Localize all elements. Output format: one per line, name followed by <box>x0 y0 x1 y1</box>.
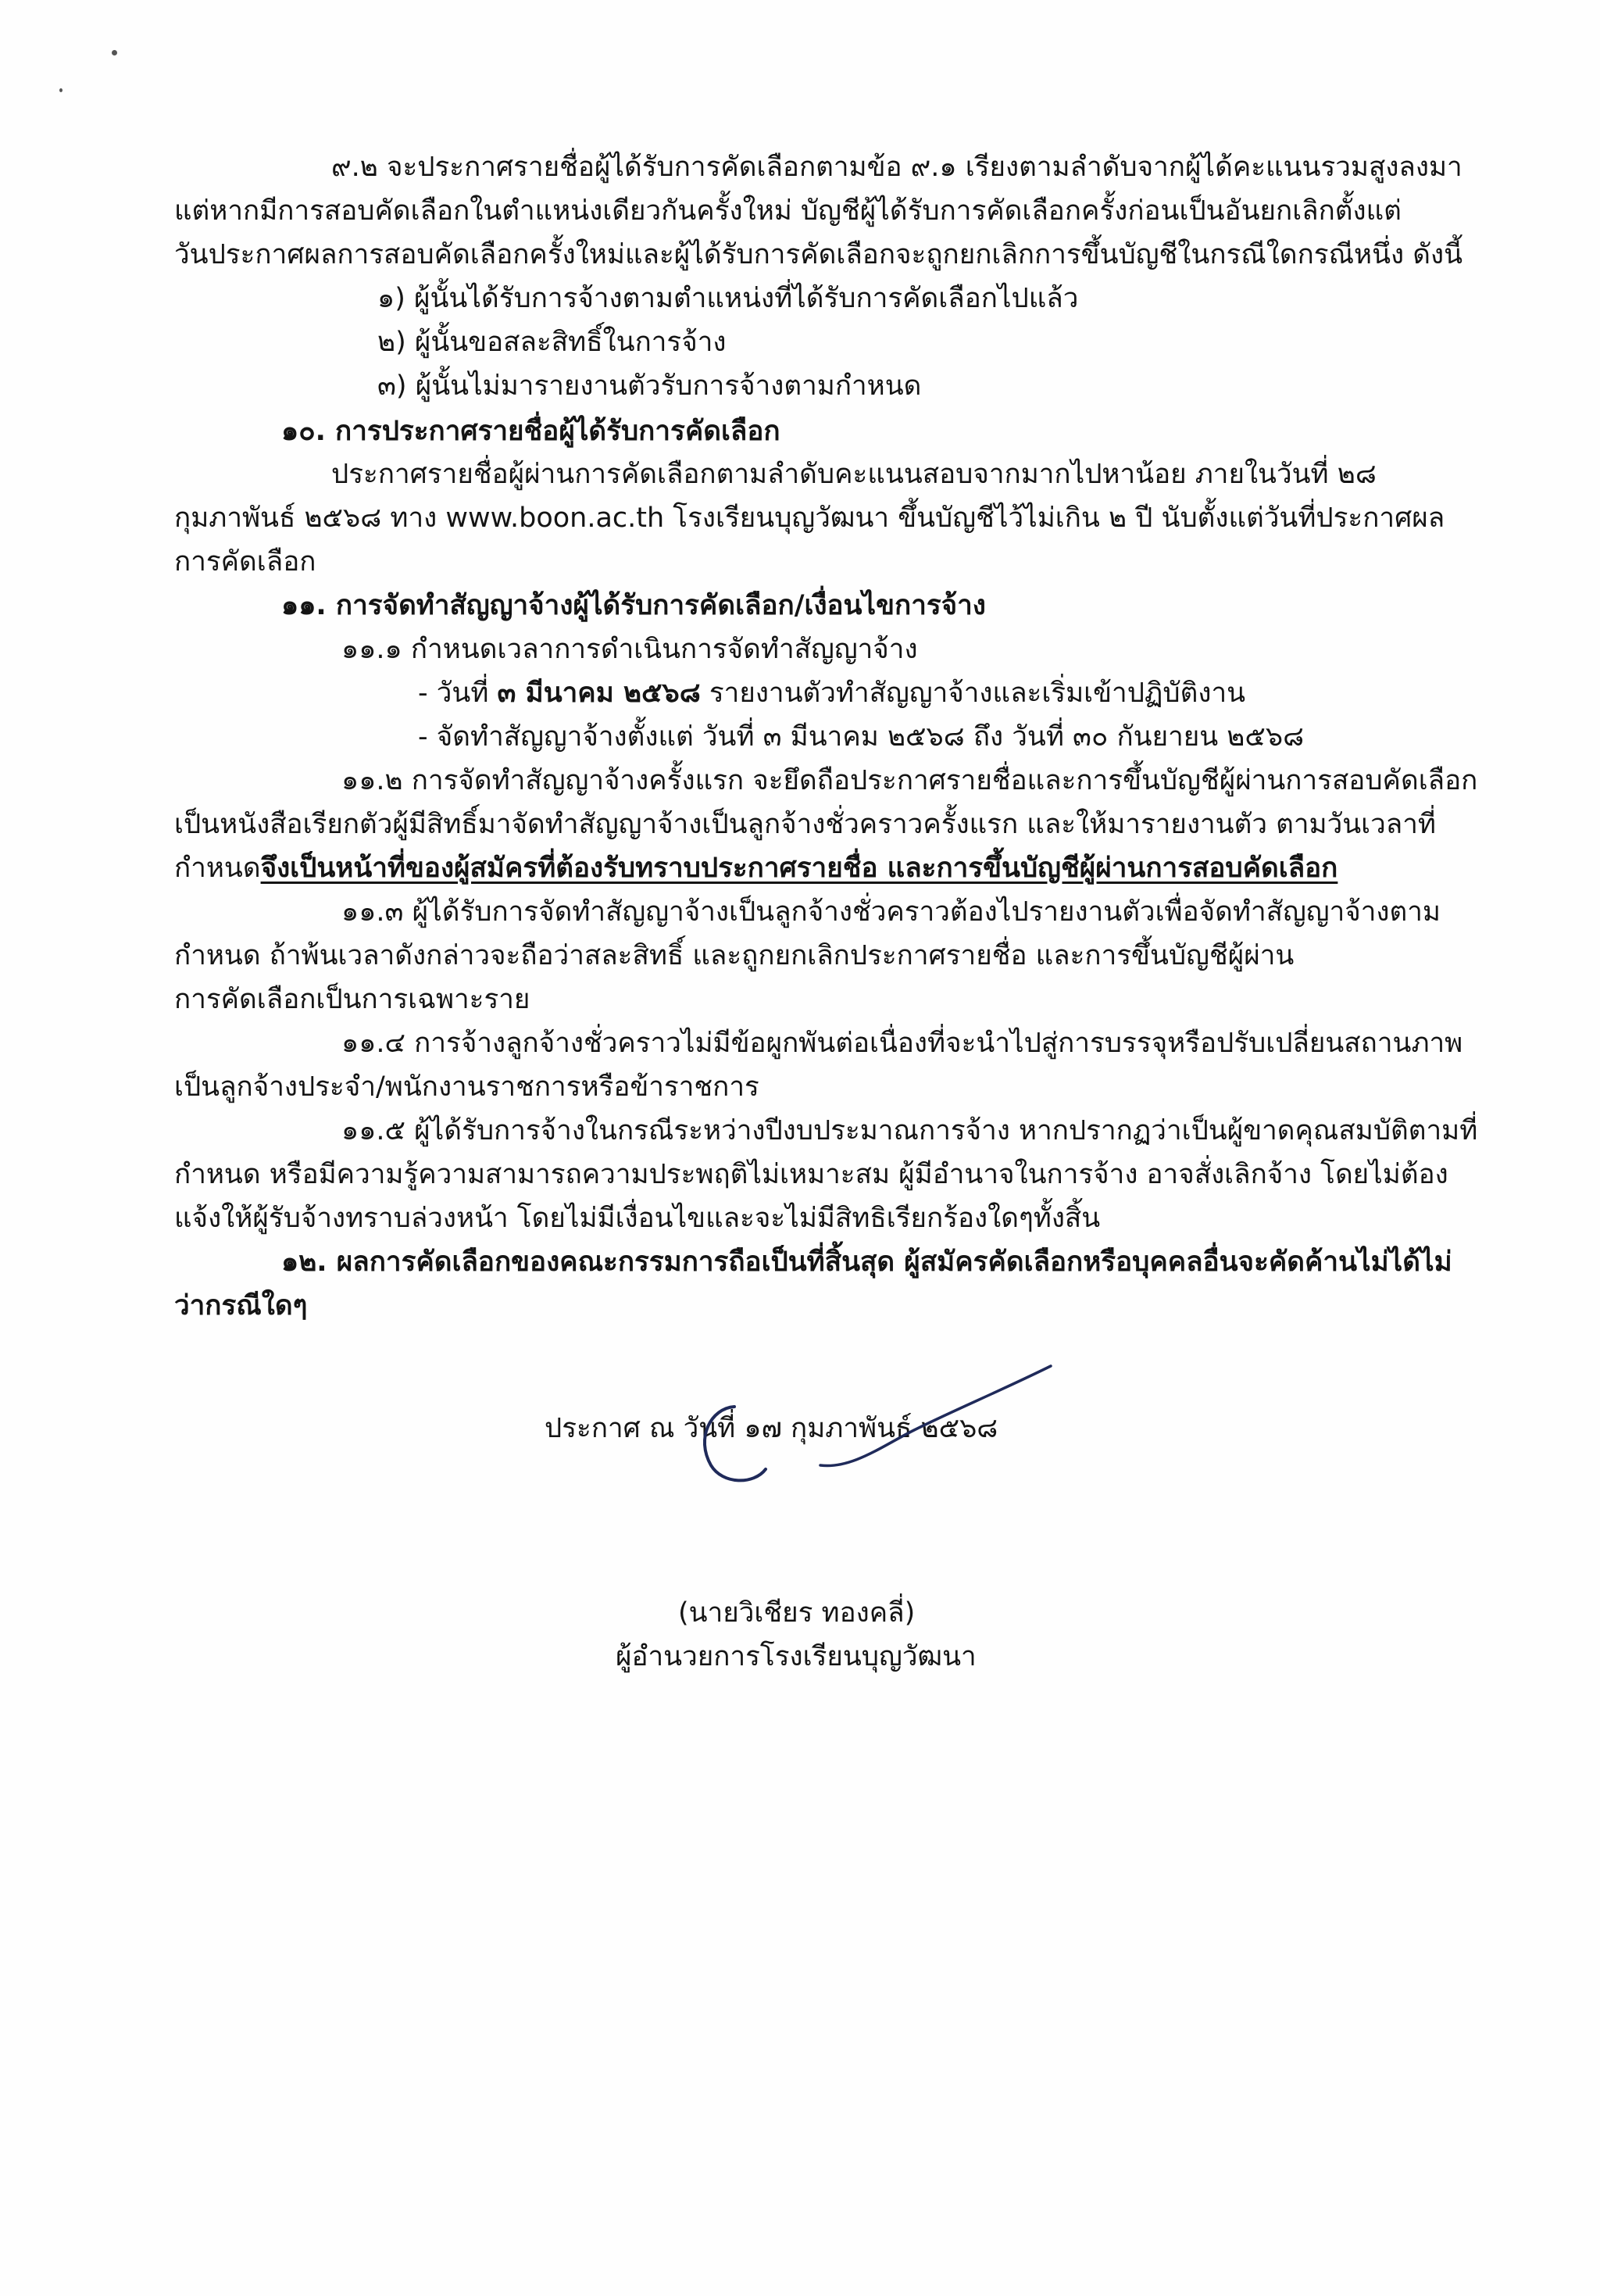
signer-name: (นายวิเชียร ทองคลี่) <box>678 1597 916 1629</box>
bullet-1-date: ๓ มีนาคม ๒๕๖๘ <box>497 678 701 709</box>
section-10-heading: ๑๐. การประกาศรายชื่อผู้ได้รับการคัดเลือก <box>281 416 780 447</box>
clause-9-2-item-2: ๒) ผู้นั้นขอสละสิทธิ์ในการจ้าง <box>377 327 727 358</box>
section-11-4-line-2: เป็นลูกจ้างประจำ/พนักงานราชการหรือข้าราชการ <box>174 1071 759 1103</box>
section-11-4-line-1: ๑๑.๔ การจ้างลูกจ้างชั่วคราวไม่มีข้อผูกพันต่อเนื่องที่จะนำไปสู่การบรรจุหรือปรับเปลี่ยนสถานภาพ <box>341 1028 1463 1059</box>
clause-9-2-item-1: ๑) ผู้นั้นได้รับการจ้างตามตำแหน่งที่ได้รับการคัดเลือกไปแล้ว <box>377 283 1079 314</box>
section-11-1: ๑๑.๑ กำหนดเวลาการดำเนินการจัดทำสัญญาจ้าง <box>341 634 918 665</box>
signature-mark <box>680 1360 1102 1532</box>
section-11-3-line-2: กำหนด ถ้าพ้นเวลาดังกล่าวจะถือว่าสละสิทธิ์ และถูกยกเลิกประกาศรายชื่อ และการขึ้นบัญชีผู้ผ่าน <box>174 940 1295 971</box>
section-10-line-2: กุมภาพันธ์ ๒๕๖๘ ทาง www.boon.ac.th โรงเรียนบุญวัฒนา ขึ้นบัญชีไว้ไม่เกิน ๒ ปี นับตั้งแต่วันที่ประกาศผล <box>174 502 1445 534</box>
section-11-2-line-3-prefix: กำหนด <box>174 853 261 884</box>
section-11-5-line-2: กำหนด หรือมีความรู้ความสามารถความประพฤติไม่เหมาะสม ผู้มีอำนาจในการจ้าง อาจสั่งเลิกจ้าง โดยไม่ต้อง <box>174 1159 1448 1190</box>
clause-9-2-line-2: แต่หากมีการสอบคัดเลือกในตำแหน่งเดียวกันครั้งใหม่ บัญชีผู้ได้รับการคัดเลือกครั้งก่อนเป็นอันยกเลิกตั้งแต่ <box>174 195 1402 227</box>
announcement-date: ประกาศ ณ วันที่ ๑๗ กุมภาพันธ์ ๒๕๖๘ <box>545 1413 998 1444</box>
section-11-2-line-1: ๑๑.๒ การจัดทำสัญญาจ้างครั้งแรก จะยึดถือประกาศรายชื่อและการขึ้นบัญชีผู้ผ่านการสอบคัดเลือก <box>341 765 1478 796</box>
clause-9-2-line-3: วันประกาศผลการสอบคัดเลือกครั้งใหม่และผู้ได้รับการคัดเลือกจะถูกยกเลิกการขึ้นบัญชีในกรณีใดกรณีหนึ่ง ดังนี้ <box>174 239 1463 270</box>
bullet-1-suffix: รายงานตัวทำสัญญาจ้างและเริ่มเข้าปฏิบัติงาน <box>700 678 1246 709</box>
bullet-1-prefix: - วันที่ <box>418 678 498 709</box>
section-11-2-emphasis: จึงเป็นหน้าที่ของผู้สมัครที่ต้องรับทราบประกาศรายชื่อ และการขึ้นบัญชีผู้ผ่านการสอบคัดเลือก <box>260 853 1338 884</box>
section-12-line-2: ว่ากรณีใดๆ <box>174 1290 308 1321</box>
signer-title: ผู้อำนวยการโรงเรียนบุญวัฒนา <box>616 1641 977 1672</box>
section-11-1-bullet-1 <box>418 674 1245 712</box>
section-11-heading: ๑๑. การจัดทำสัญญาจ้างผู้ได้รับการคัดเลือก/เงื่อนไขการจ้าง <box>281 590 986 621</box>
section-11-2-line-2: เป็นหนังสือเรียกตัวผู้มีสิทธิ์มาจัดทำสัญญาจ้างเป็นลูกจ้างชั่วคราวครั้งแรก และให้มารายงานตัว ตามวันเวลาที่ <box>174 809 1436 840</box>
clause-9-2-line-1: ๙.๒ จะประกาศรายชื่อผู้ได้รับการคัดเลือกตามข้อ ๙.๑ เรียงตามลำดับจากผู้ได้คะแนนรวมสูงลงมา <box>331 152 1462 183</box>
scan-speck <box>59 88 62 92</box>
section-11-1-bullet-2: - จัดทำสัญญาจ้างตั้งแต่ วันที่ ๓ มีนาคม ๒๕๖๘ ถึง วันที่ ๓๐ กันยายน ๒๕๖๘ <box>418 721 1305 753</box>
section-12-line-1: ๑๒. ผลการคัดเลือกของคณะกรรมการถือเป็นที่สิ้นสุด ผู้สมัครคัดเลือกหรือบุคคลอื่นจะคัดค้านไม่ได้ไม่ <box>281 1246 1452 1278</box>
section-10-line-1: ประกาศรายชื่อผู้ผ่านการคัดเลือกตามลำดับคะแนนสอบจากมากไปหาน้อย ภายในวันที่ ๒๘ <box>331 459 1377 490</box>
clause-9-2-item-3: ๓) ผู้นั้นไม่มารายงานตัวรับการจ้างตามกำหนด <box>377 370 922 402</box>
section-11-3-line-1: ๑๑.๓ ผู้ได้รับการจัดทำสัญญาจ้างเป็นลูกจ้างชั่วคราวต้องไปรายงานตัวเพื่อจัดทำสัญญาจ้างตาม <box>341 896 1441 928</box>
section-11-3-line-3: การคัดเลือกเป็นการเฉพาะราย <box>174 984 530 1015</box>
section-10-line-3: การคัดเลือก <box>174 546 316 578</box>
section-11-5-line-1: ๑๑.๕ ผู้ได้รับการจ้างในกรณีระหว่างปีงบประมาณการจ้าง หากปรากฏว่าเป็นผู้ขาดคุณสมบัติตามที่ <box>341 1115 1478 1146</box>
scan-speck <box>112 50 117 55</box>
section-11-5-line-3: แจ้งให้ผู้รับจ้างทราบล่วงหน้า โดยไม่มีเงื่อนไขและจะไม่มีสิทธิเรียกร้องใดๆทั้งสิ้น <box>174 1203 1101 1234</box>
section-11-2-line-3 <box>174 849 1338 887</box>
